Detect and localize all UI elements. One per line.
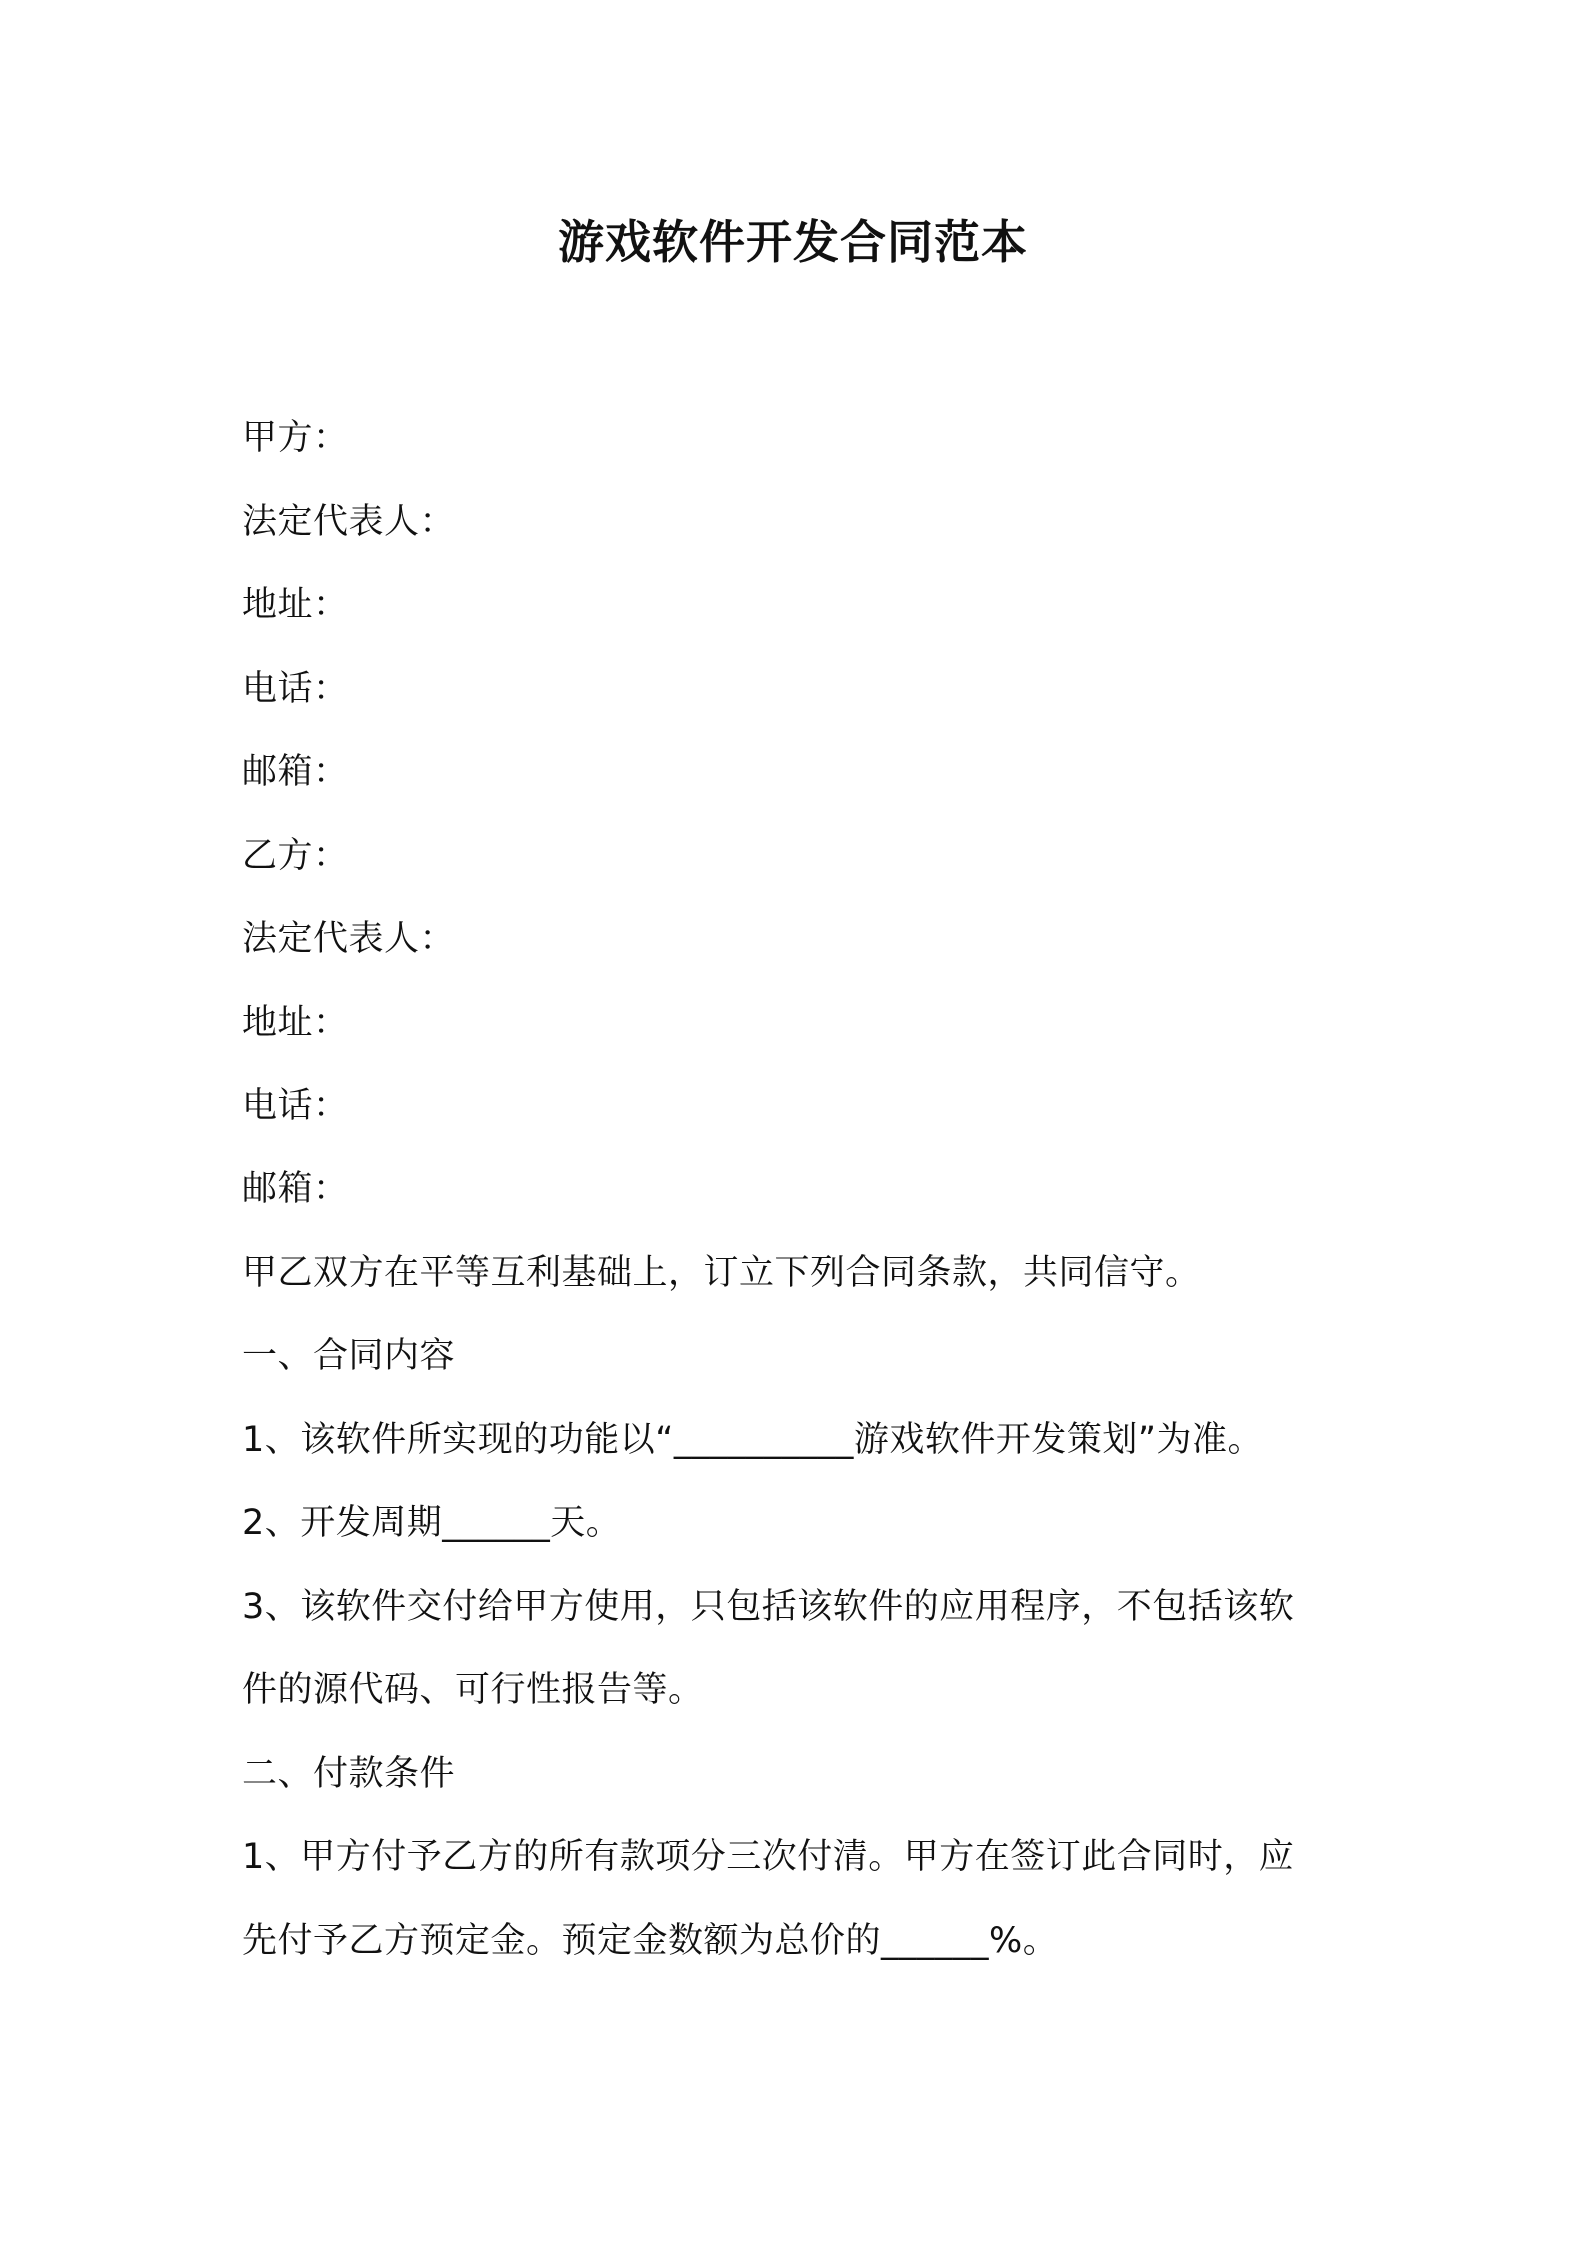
section-1-item-1: 1、该软件所实现的功能以“__________游戏软件开发策划”为准。: [242, 1420, 1264, 1460]
party-a-phone-label: 电话：: [242, 669, 349, 709]
section-2-item-1-line-1: 1、甲方付予乙方的所有款项分三次付清。甲方在签订此合同时，应: [242, 1837, 1295, 1877]
party-b-rep-label: 法定代表人：: [242, 919, 456, 959]
party-b-phone-label: 电话：: [242, 1086, 349, 1126]
section-1-item-3-line-1: 3、该软件交付给甲方使用，只包括该软件的应用程序，不包括该软: [242, 1587, 1295, 1627]
party-a-address-label: 地址：: [242, 585, 349, 625]
section-2-item-1-line-2: 先付予乙方预定金。预定金数额为总价的______%。: [242, 1921, 1059, 1961]
party-a-rep-label: 法定代表人：: [242, 502, 456, 542]
party-b-email-label: 邮箱：: [242, 1169, 349, 1209]
section-1-heading: 一、合同内容: [242, 1336, 456, 1376]
document-title: 游戏软件开发合同范本: [558, 215, 1028, 269]
party-b-address-label: 地址：: [242, 1003, 349, 1043]
section-1-item-3-line-2: 件的源代码、可行性报告等。: [242, 1670, 704, 1710]
party-a-email-label: 邮箱：: [242, 752, 349, 792]
section-2-heading: 二、付款条件: [242, 1754, 456, 1794]
section-1-item-2: 2、开发周期______天。: [242, 1503, 622, 1543]
party-b-name-label: 乙方：: [242, 836, 349, 876]
party-a-name-label: 甲方：: [242, 418, 349, 458]
intro-paragraph: 甲乙双方在平等互利基础上，订立下列合同条款，共同信守。: [242, 1253, 1201, 1293]
